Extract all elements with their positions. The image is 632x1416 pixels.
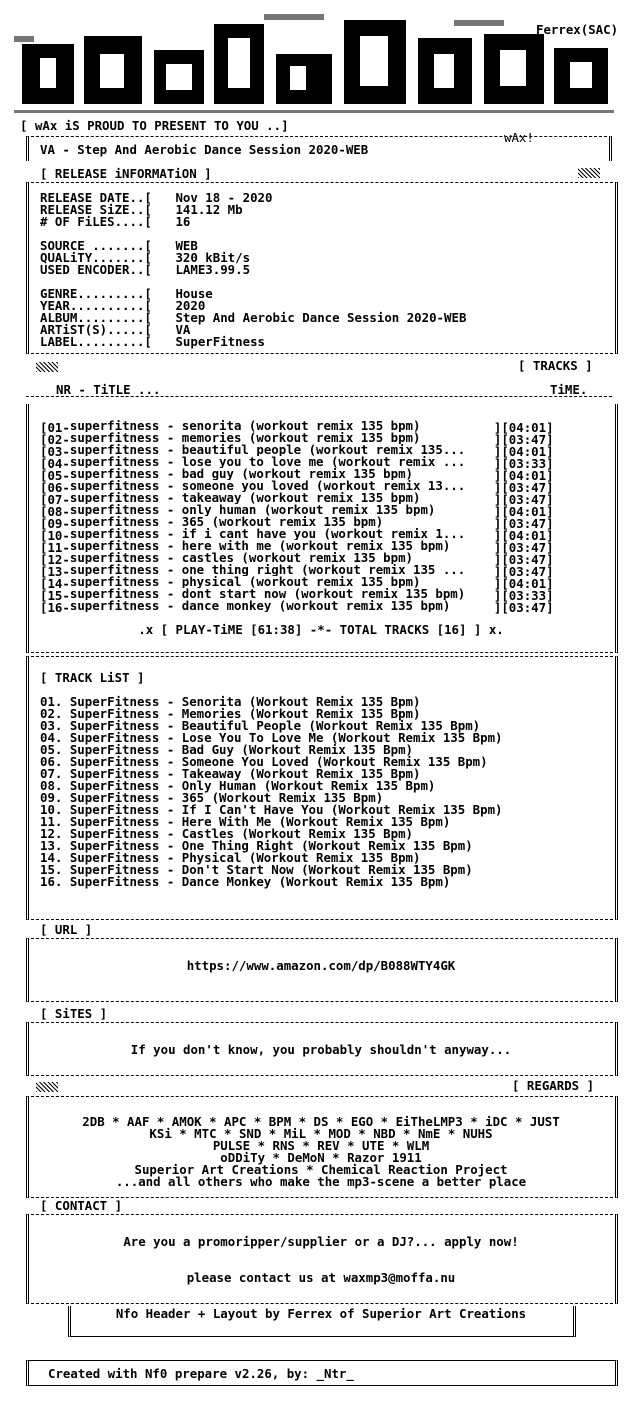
layout-credit: Nfo Header + Layout by Ferrex of Superior Art Creations xyxy=(115,1306,527,1321)
track-list-item: 11. SuperFitness - Here With Me (Workout Remix 135 Bpm) xyxy=(40,814,451,829)
track-row: [01-superfitness - senorita (workout remix 135 bpm) ][04:01] xyxy=(40,420,554,435)
track-nr: 09 xyxy=(47,516,63,531)
created-with: Created with Nf0 prepare v2.26, by: _Ntr_ xyxy=(48,1366,354,1381)
track-nr: 05 xyxy=(47,468,63,483)
proud-banner: [ wAx iS PROUD TO PRESENT TO YOU ..] xyxy=(20,118,289,133)
regards-line: oDDiTy * DeMoN * Razor 1911 xyxy=(220,1150,422,1165)
sites-text: If you don't know, you probably shouldn't anyway... xyxy=(130,1042,512,1057)
amazon-url[interactable]: https://www.amazon.com/dp/B088WTY4GK xyxy=(186,958,456,973)
info-genre: GENRE.........[ House xyxy=(40,286,213,301)
track-row: [04-superfitness - lose you to love me (workout remix ...][03:33] xyxy=(40,456,554,471)
track-title: superfitness - beautiful people (workout remix 135... xyxy=(69,444,466,456)
track-nr: 16 xyxy=(47,600,63,615)
track-time: [03:47] xyxy=(501,480,554,495)
track-time: [03:47] xyxy=(501,432,554,447)
track-title: superfitness - if i cant have you (workout remix 1... xyxy=(69,528,466,540)
hatch-decoration xyxy=(578,168,600,178)
track-time: [03:33] xyxy=(501,456,554,471)
track-row: [15-superfitness - dont start now (workout remix 135 bpm)][03:33] xyxy=(40,588,554,603)
track-row: [07-superfitness - takeaway (workout remix 135 bpm) ][03:47] xyxy=(40,492,554,507)
track-time: [03:47] xyxy=(501,564,554,579)
track-list-item: 02. SuperFitness - Memories (Workout Remix 135 Bpm) xyxy=(40,706,421,721)
track-row: [11-superfitness - here with me (workout remix 135 bpm) ][03:47] xyxy=(40,540,554,555)
art-credit: Ferrex(SAC) xyxy=(536,22,619,37)
track-title: superfitness - dance monkey (workout remix 135 bpm) xyxy=(69,600,451,612)
track-time: [03:47] xyxy=(501,492,554,507)
track-row: [13-superfitness - one thing right (workout remix 135 ...][03:47] xyxy=(40,564,554,579)
track-list-item: 04. SuperFitness - Lose You To Love Me (Workout Remix 135 Bpm) xyxy=(40,730,503,745)
release-info-heading: [ RELEASE iNFORMATiON ] xyxy=(40,166,212,181)
wax-tag: wAx! xyxy=(504,130,534,145)
url-heading: [ URL ] xyxy=(40,922,93,937)
track-time: [04:01] xyxy=(501,504,554,519)
tracks-summary: .x [ PLAY-TiME [61:38] -*- TOTAL TRACKS [16] ] x. xyxy=(138,622,504,637)
regards-line: 2DB * AAF * AMOK * APC * BPM * DS * EGO * EiTheLMP3 * iDC * JUST xyxy=(82,1114,560,1129)
tracks-column-title: NR - TiTLE ... xyxy=(56,382,161,397)
sites-heading: [ SiTES ] xyxy=(40,1006,108,1021)
track-nr: 01 xyxy=(47,420,63,435)
track-title: superfitness - someone you loved (workout remix 13... xyxy=(69,480,466,492)
track-title: superfitness - dont start now (workout remix 135 bpm) xyxy=(69,588,466,600)
track-title: superfitness - takeaway (workout remix 135 bpm) xyxy=(69,492,421,504)
track-row: [05-superfitness - bad guy (workout remix 135 bpm) ][04:01] xyxy=(40,468,554,483)
info-year: YEAR..........[ 2020 xyxy=(40,298,206,313)
track-row: [09-superfitness - 365 (workout remix 135 bpm) ][03:47] xyxy=(40,516,554,531)
info-source: SOURCE .......[ WEB xyxy=(40,238,198,253)
track-title: superfitness - memories (workout remix 135 bpm) xyxy=(69,432,421,444)
track-title: superfitness - senorita (workout remix 135 bpm) xyxy=(69,420,421,432)
track-time: [04:01] xyxy=(501,420,554,435)
track-nr: 15 xyxy=(47,588,63,603)
track-list-item: 15. SuperFitness - Don't Start Now (Workout Remix 135 Bpm) xyxy=(40,862,473,877)
track-title: superfitness - 365 (workout remix 135 bpm) xyxy=(69,516,384,528)
info-label: LABEL.........[ SuperFitness xyxy=(40,334,265,349)
track-row: [03-superfitness - beautiful people (workout remix 135...][04:01] xyxy=(40,444,554,459)
wax-logo-art xyxy=(14,14,618,118)
info-encoder: USED ENCODER..[ LAME3.99.5 xyxy=(40,262,251,277)
track-list-item: 01. SuperFitness - Senorita (Workout Remix 135 Bpm) xyxy=(40,694,421,709)
track-row: [02-superfitness - memories (workout remix 135 bpm) ][03:47] xyxy=(40,432,554,447)
info-release-date: RELEASE DATE..[ Nov 18 - 2020 xyxy=(40,190,273,205)
track-time: [04:01] xyxy=(501,444,554,459)
track-list-item: 07. SuperFitness - Takeaway (Workout Remix 135 Bpm) xyxy=(40,766,421,781)
regards-line: ...and all others who make the mp3-scene a better place xyxy=(115,1174,527,1189)
track-nr: 02 xyxy=(47,432,63,447)
track-nr: 12 xyxy=(47,552,63,567)
hatch-decoration xyxy=(36,362,58,372)
regards-line: KSi * MTC * SND * MiL * MOD * NBD * NmE * NUHS xyxy=(149,1126,493,1141)
info-release-size: RELEASE SiZE..[ 141.12 Mb xyxy=(40,202,243,217)
track-time: [03:47] xyxy=(501,600,554,615)
contact-heading: [ CONTACT ] xyxy=(40,1198,123,1213)
tracks-heading: [ TRACKS ] xyxy=(518,358,593,373)
info-album: ALBUM.........[ Step And Aerobic Dance Session 2020-WEB xyxy=(40,310,467,325)
contact-email[interactable]: please contact us at waxmp3@moffa.nu xyxy=(186,1270,456,1285)
track-nr: 11 xyxy=(47,540,63,555)
tracks-column-time: TiME. xyxy=(550,382,588,397)
track-time: [04:01] xyxy=(501,528,554,543)
track-time: [04:01] xyxy=(501,576,554,591)
track-list-item: 14. SuperFitness - Physical (Workout Remix 135 Bpm) xyxy=(40,850,421,865)
track-time: [03:47] xyxy=(501,516,554,531)
track-title: superfitness - castles (workout remix 135 bpm) xyxy=(69,552,414,564)
track-row: [06-superfitness - someone you loved (workout remix 13...][03:47] xyxy=(40,480,554,495)
layout-credit-box xyxy=(68,1306,576,1337)
track-nr: 06 xyxy=(47,480,63,495)
track-nr: 03 xyxy=(47,444,63,459)
info-file-count: # OF FiLES....[ 16 xyxy=(40,214,191,229)
track-title: superfitness - here with me (workout remix 135 bpm) xyxy=(69,540,451,552)
regards-line: Superior Art Creations * Chemical Reaction Project xyxy=(134,1162,508,1177)
track-row: [12-superfitness - castles (workout remix 135 bpm) ][03:47] xyxy=(40,552,554,567)
regards-heading: [ REGARDS ] xyxy=(512,1078,595,1093)
track-title: superfitness - bad guy (workout remix 135 bpm) xyxy=(69,468,414,480)
track-list-item: 16. SuperFitness - Dance Monkey (Workout Remix 135 Bpm) xyxy=(40,874,451,889)
track-nr: 04 xyxy=(47,456,63,471)
track-nr: 07 xyxy=(47,492,63,507)
track-time: [04:01] xyxy=(501,468,554,483)
track-time: [03:47] xyxy=(501,552,554,567)
track-nr: 10 xyxy=(47,528,63,543)
divider xyxy=(26,396,612,397)
track-time: [03:47] xyxy=(501,540,554,555)
info-quality: QUALiTY.......[ 320 kBit/s xyxy=(40,250,251,265)
track-row: [08-superfitness - only human (workout remix 135 bpm) ][04:01] xyxy=(40,504,554,519)
track-list-item: 13. SuperFitness - One Thing Right (Workout Remix 135 Bpm) xyxy=(40,838,473,853)
track-nr: 14 xyxy=(47,576,63,591)
track-nr: 08 xyxy=(47,504,63,519)
track-title: superfitness - lose you to love me (workout remix ... xyxy=(69,456,466,468)
track-list-item: 10. SuperFitness - If I Can't Have You (Workout Remix 135 Bpm) xyxy=(40,802,503,817)
track-row: [16-superfitness - dance monkey (workout remix 135 bpm) ][03:47] xyxy=(40,600,554,615)
track-list-item: 12. SuperFitness - Castles (Workout Remix 135 Bpm) xyxy=(40,826,413,841)
hatch-decoration xyxy=(36,1082,58,1092)
contact-box xyxy=(26,1214,618,1304)
track-nr: 13 xyxy=(47,564,63,579)
release-title: VA - Step And Aerobic Dance Session 2020-WEB xyxy=(40,142,369,157)
track-list-heading: [ TRACK LiST ] xyxy=(40,670,145,685)
track-row: [14-superfitness - physical (workout remix 135 bpm) ][04:01] xyxy=(40,576,554,591)
track-list-item: 09. SuperFitness - 365 (Workout Remix 135 Bpm) xyxy=(40,790,384,805)
track-title: superfitness - only human (workout remix 135 bpm) xyxy=(69,504,436,516)
track-title: superfitness - one thing right (workout remix 135 ... xyxy=(69,564,466,576)
regards-line: PULSE * RNS * REV * UTE * WLM xyxy=(212,1138,430,1153)
info-artist: ARTiST(S).....[ VA xyxy=(40,322,191,337)
track-time: [03:33] xyxy=(501,588,554,603)
track-list-item: 03. SuperFitness - Beautiful People (Workout Remix 135 Bpm) xyxy=(40,718,481,733)
track-list-item: 08. SuperFitness - Only Human (Workout Remix 135 Bpm) xyxy=(40,778,436,793)
track-list-item: 05. SuperFitness - Bad Guy (Workout Remix 135 Bpm) xyxy=(40,742,413,757)
track-title: superfitness - physical (workout remix 135 bpm) xyxy=(69,576,421,588)
track-list-item: 06. SuperFitness - Someone You Loved (Workout Remix 135 Bpm) xyxy=(40,754,488,769)
track-row: [10-superfitness - if i cant have you (workout remix 1...][04:01] xyxy=(40,528,554,543)
contact-apply: Are you a promoripper/supplier or a DJ?... apply now! xyxy=(123,1234,519,1249)
